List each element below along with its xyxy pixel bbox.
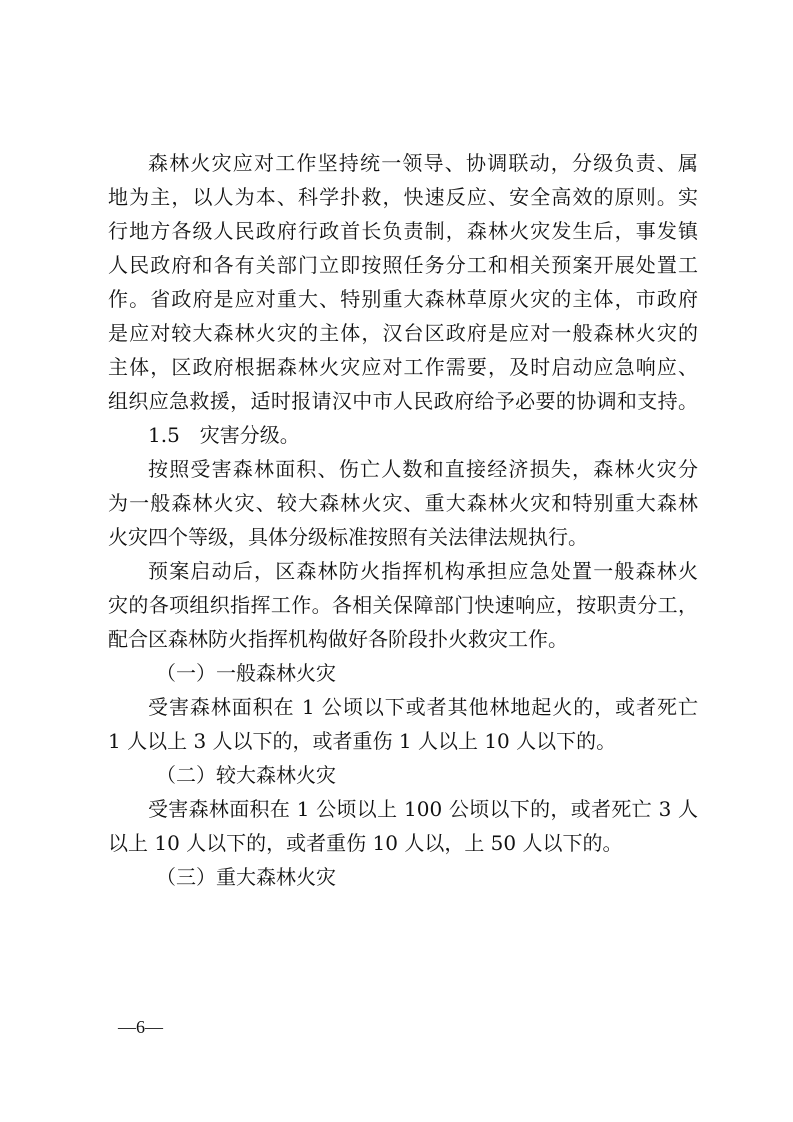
paragraph-2-line-2: 为一般森林火灾、较大森林火灾、重大森林火灾和特别重大森林	[108, 491, 698, 515]
paragraph-3-line-2: 灾的各项组织指挥工作。各相关保障部门快速响应，按职责分工，	[108, 593, 698, 617]
paragraph-5-line-1: 受害森林面积在 1 公顷以上 100 公顷以下的，或者死亡 3 人	[148, 797, 698, 821]
paragraph-1-line-6: 是应对较大森林火灾的主体，汉台区政府是应对一般森林火灾的	[108, 321, 698, 345]
paragraph-3-line-3: 配合区森林防火指挥机构做好各阶段扑火救灾工作。	[108, 627, 568, 651]
paragraph-1-line-5: 作。省政府是应对重大、特别重大森林草原火灾的主体，市政府	[108, 287, 698, 311]
section-heading-1-5: 1.5 灾害分级。	[148, 423, 300, 447]
paragraph-1-line-7: 主体，区政府根据森林火灾应对工作需要，及时启动应急响应、	[108, 355, 698, 379]
paragraph-3-line-1: 预案启动后，区森林防火指挥机构承担应急处置一般森林火	[148, 559, 698, 583]
paragraph-4-line-2: 1 人以上 3 人以下的，或者重伤 1 人以上 10 人以下的。	[108, 729, 617, 753]
paragraph-5-line-2: 以上 10 人以下的，或者重伤 10 人以，上 50 人以下的。	[108, 831, 623, 855]
page-number: —6—	[118, 1017, 163, 1037]
paragraph-2-line-3: 火灾四个等级，具体分级标准按照有关法律法规执行。	[108, 525, 588, 549]
subheading-larger-fire: （二）较大森林火灾	[156, 763, 336, 787]
paragraph-1-line-3: 行地方各级人民政府行政首长负责制，森林火灾发生后，事发镇	[108, 219, 698, 243]
paragraph-4-line-1: 受害森林面积在 1 公顷以下或者其他林地起火的，或者死亡	[148, 695, 698, 719]
paragraph-2-line-1: 按照受害森林面积、伤亡人数和直接经济损失，森林火灾分	[148, 457, 698, 481]
subheading-major-fire: （三）重大森林火灾	[156, 865, 336, 889]
paragraph-1-line-1: 森林火灾应对工作坚持统一领导、协调联动，分级负责、属	[148, 151, 698, 175]
subheading-general-fire: （一）一般森林火灾	[156, 661, 336, 685]
paragraph-1-line-2: 地为主，以人为本、科学扑救，快速反应、安全高效的原则。实	[108, 185, 698, 209]
paragraph-1-line-8: 组织应急救援，适时报请汉中市人民政府给予必要的协调和支持。	[108, 389, 698, 413]
paragraph-1-line-4: 人民政府和各有关部门立即按照任务分工和相关预案开展处置工	[108, 253, 698, 277]
